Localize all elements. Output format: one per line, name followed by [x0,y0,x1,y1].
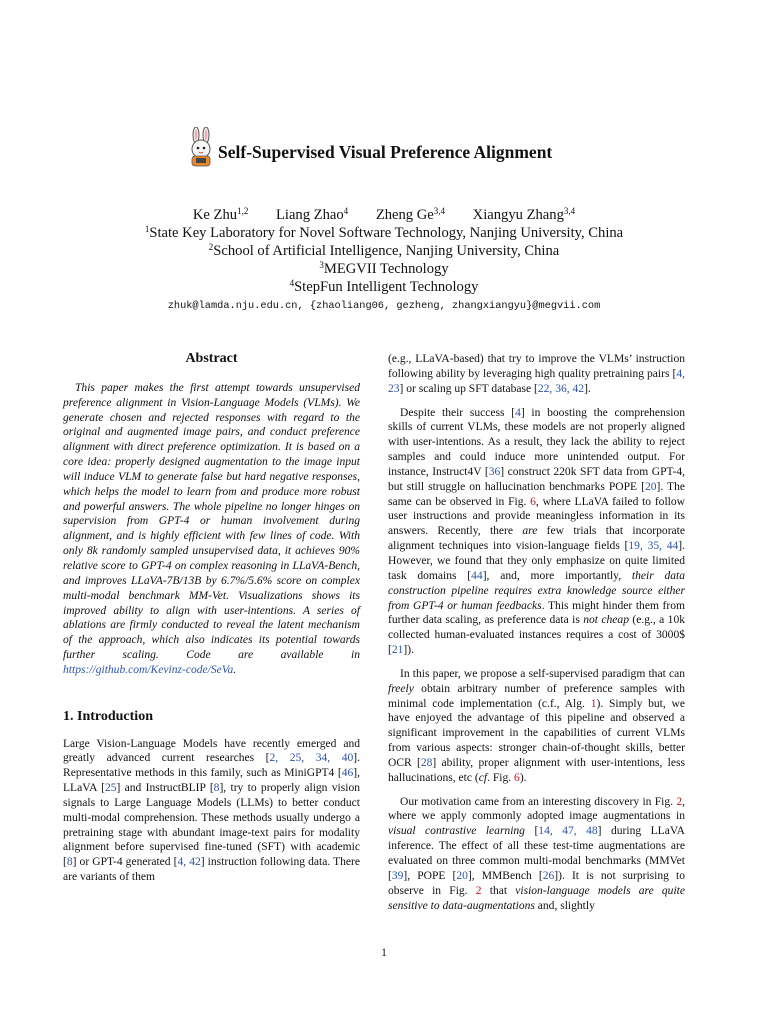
algorithm-ref[interactable]: 1 [590,697,597,710]
page-number: 1 [381,947,387,959]
author: Liang Zhao$^4$ [275,206,349,223]
author-emails: zhuk@lamda.nju.edu.cn, {zhaoliang06, gezheng, zhangxiangyu}@megvii.com [167,300,601,312]
author-list [0,207,768,224]
citation[interactable]: 2, 25, 34, 40 [269,752,354,765]
figure-ref[interactable]: 2 [475,884,482,897]
code-link[interactable]: https://github.com/Kevinz-code/SeVa [63,663,234,676]
affiliation: $^4$StepFun Intelligent Technology [289,278,479,295]
intro-paragraph: (e.g., LLaVA-based) that try to improve the VLMs’ instruction following ability by leveraging high quality pretraining pairs [4, 23] or scaling up SFT database [22, 36, 42]. [388,353,685,395]
author: Zheng Ge$^{3,4}$ [375,206,446,223]
author: Xiangyu Zhang$^{3,4}$ [472,206,576,223]
citation[interactable]: 44 [471,569,483,582]
figure-ref[interactable]: 6 [514,771,520,784]
author: Ke Zhu$^{1,2}$ [192,206,249,223]
citation[interactable]: 46 [341,767,354,780]
intro-paragraph: Our motivation came from an interesting discovery in Fig. 2, where we apply commonly adopted image augmentations in visual contrastive learning [14, 47, 48] during LLaVA inference. The effect of all these test-time augmentations are evaluated on three common multi-modal benchmarks (MMVet [39], POPE [20], MMBench [26]). It is not surprising to observe in Fig. 2 that vision-language models are quite sensitive to data-augmentations and, slightly [388,795,686,912]
citation[interactable]: 4, 42 [177,856,201,869]
affiliation: $^3$MEGVII Technology [319,260,449,277]
right-column [388,352,685,922]
citation[interactable]: 21 [391,644,404,657]
bunny-logo-icon [186,127,216,167]
left-column [63,352,360,894]
intro-paragraph: Despite their success [4] in boosting the comprehension skills of current VLMs, these models are not properly aligned with user-intentions. As a result, they lack the ability to reject samples and could induce more unintended output. For instance, Instruct4V [36] construct 220k SFT data from GPT-4, but still struggle on hallucination benchmarks POPE [20]. The same can be observed in Fig. 6, where LLaVA failed to follow user instructions and provide meaningless information in its answers. Recently, there are few trials that incorporate alignment techniques into vision-language fields [19, 35, 44]. However, we found that they only emphasize on quite limited task domains [44], and, more importantly, their data construction pipeline requires extra knowledge source either from GPT-4 or human feedbacks. This might hinder them from further data scaling, as preference data is not cheap (e.g., a 10k collected human-evaluated instances requires a cost of 3000$ [21]). [388,406,686,657]
citation[interactable]: 19, 35, 44 [628,540,679,553]
paper-title: Self-Supervised Visual Preference Alignment [218,142,553,162]
citation[interactable]: 8 [66,856,73,869]
figure-ref[interactable]: 2 [676,795,683,808]
citation[interactable]: 20 [456,869,468,882]
citation[interactable]: 8 [213,782,220,795]
figure-ref[interactable]: 6 [530,495,536,508]
citation[interactable]: 20 [644,480,657,493]
intro-paragraph: In this paper, we propose a self-supervised paradigm that can freely obtain arbitrary number of preference samples with minimal code implementation (c.f., Alg. 1). Simply but, we have enjoyed the advantage of this pipeline and observed a significant improvement in the capabilities of current VLMs from various aspects: stronger chain-of-thought skills, better OCR [28] ability, proper alignment with user-intentions, less hallucinations, etc (cf. Fig. 6). [388,667,685,784]
citation[interactable]: 25 [104,782,117,795]
introduction-heading: 1. Introduction [63,708,153,724]
citation[interactable]: 22, 36, 42 [537,382,585,395]
abstract-text: This paper makes the first attempt towards unsupervised preference alignment in Vision-Language Models (VLMs). We generate chosen and rejected responses with regard to the original and augmented image pairs, and conduct preference alignment with direct preference optimization. It is based on a core idea: properly designed augmentation to the image input will induce VLM to generate false but hard negative responses, which helps the model to learn from and produce more robust and powerful answers. The whole pipeline no longer hinges on supervision from GPT-4 or human involvement during alignment, and is highly efficient with few lines of code. With only 8k randomly sampled unsupervised data, it achieves 90% relative score to GPT-4 on complex reasoning in LLaVA-Bench, and improves LLaVA-7B/13B by 6.7%/5.6% score on complex multi-modal benchmark MM-Vet. Visualizations shows its improved ability to align with user-intentions. A series of ablations are firmly conducted to reveal the latent mechanism of the approach, which also indicates its potential towards further scaling. Code are available in https://github.com/Kevinz-code/SeVa. [63,381,360,676]
citation[interactable]: 39 [391,869,404,882]
citation[interactable]: 4, 23 [388,367,685,395]
citation[interactable]: 26 [542,869,555,882]
intro-paragraph: Large Vision-Language Models have recently emerged and greatly advanced current researches [2, 25, 34, 40]. Representative methods in this family, such as MiniGPT4 [46], LLaVA [25] and InstructBLIP [8], try to properly align vision signals to Large Language Models (LLMs) to better conduct multi-modal comprehension. These methods usually undergo a pretraining stage with abundant image-text pairs for modality alignment before supervised fine-tuned (SFT) with academic [8] or GPT-4 generated [4, 42] instruction following data. There are variants of them [63,737,360,884]
citation[interactable]: 14, 47, 48 [538,825,598,838]
affiliation: $^2$School of Artificial Intelligence, Nanjing University, China [208,242,560,259]
abstract-heading: Abstract [185,351,238,366]
citation[interactable]: 28 [420,756,433,769]
citation[interactable]: 4 [515,406,521,419]
citation[interactable]: 36 [488,465,501,478]
affiliation: $^1$State Key Laboratory for Novel Software Technology, Nanjing University, China [144,224,624,241]
